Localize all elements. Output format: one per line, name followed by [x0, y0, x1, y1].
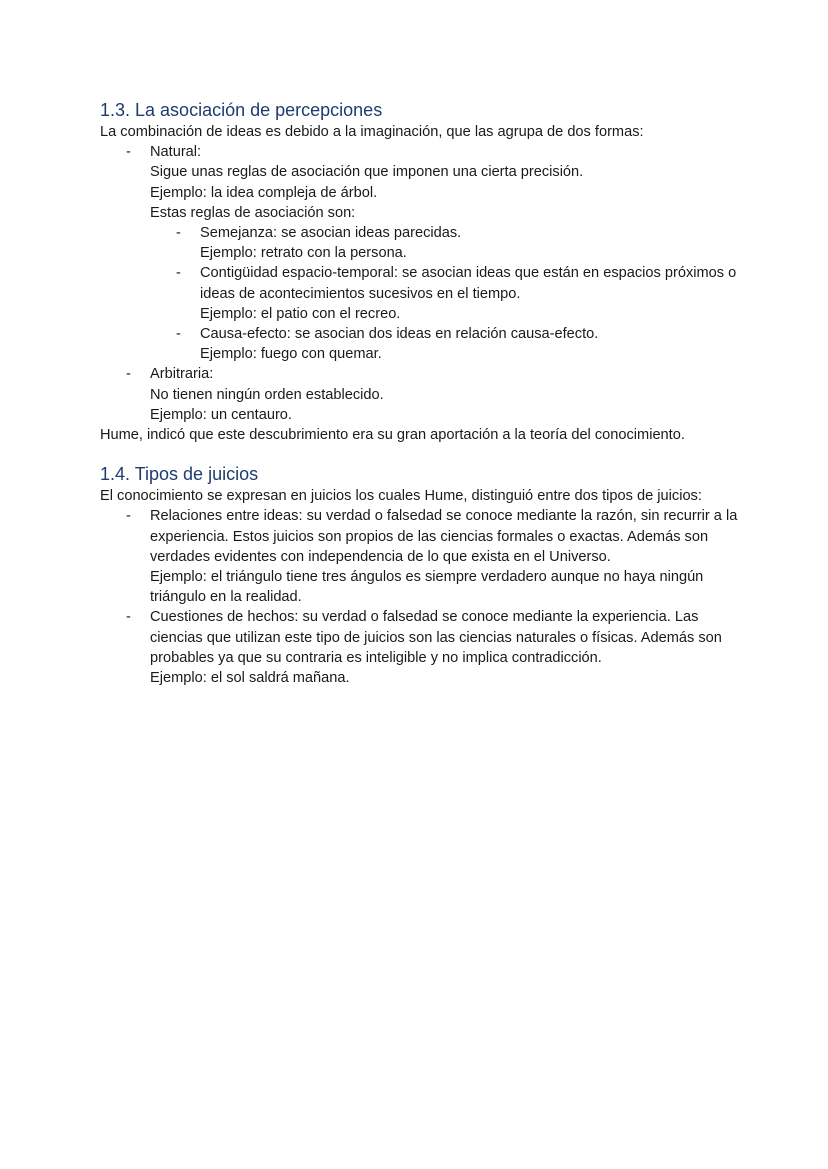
list-item-rule	[176, 263, 740, 324]
section-asociacion	[100, 98, 740, 445]
item-example: Ejemplo: el sol saldrá mañana.	[150, 670, 350, 687]
rule-text: Causa-efecto: se asocian dos ideas en relación causa-efecto.	[200, 326, 599, 343]
list-item-judgment	[126, 607, 740, 688]
list-item-rule	[176, 324, 740, 364]
list-item-arbitraria	[126, 364, 740, 425]
section-intro: La combinación de ideas es debido a la imaginación, que las agrupa de dos formas:	[100, 124, 644, 140]
item-text: Estas reglas de asociación son:	[150, 204, 356, 221]
rule-text: Semejanza: se asocian ideas parecidas.	[200, 225, 462, 242]
rule-text: Contigüidad espacio-temporal: se asocian ideas que están en espacios próximos o ideas de acontecimientos sucesivos en el tiempo.	[200, 265, 737, 302]
list-item-rule	[176, 223, 740, 263]
dash-bullet: -	[126, 366, 131, 383]
section-intro: El conocimiento se expresan en juicios los cuales Hume, distinguió entre dos tipos de juicios:	[100, 488, 702, 505]
item-example: Ejemplo: un centauro.	[150, 406, 292, 423]
item-example: Ejemplo: el triángulo tiene tres ángulos es siempre verdadero aunque no haya ningún triángulo en la realidad.	[150, 569, 704, 606]
item-example: Ejemplo: la idea compleja de árbol.	[150, 184, 378, 201]
judgment-types-list	[100, 506, 740, 688]
association-rules-list	[150, 223, 740, 364]
dash-bullet: -	[176, 326, 181, 343]
rule-example: Ejemplo: retrato con la persona.	[200, 245, 407, 262]
list-item-natural	[126, 142, 740, 364]
item-text: Sigue unas reglas de asociación que imponen una cierta precisión.	[150, 164, 584, 181]
section-closing: Hume, indicó que este descubrimiento era su gran aportación a la teoría del conocimiento.	[100, 427, 685, 444]
rule-example: Ejemplo: fuego con quemar.	[200, 346, 382, 363]
item-label: Natural:	[150, 144, 202, 161]
dash-bullet: -	[126, 609, 131, 626]
item-text: No tienen ningún orden establecido.	[150, 386, 384, 403]
association-types-list	[100, 142, 740, 425]
dash-bullet: -	[126, 144, 131, 161]
item-text: Relaciones entre ideas: su verdad o falsedad se conoce mediante la razón, sin recurrir a la experiencia. Estos juicios son propios de las ciencias formales o exactas. Además son verdades evidentes con independencia de lo que exista en el Universo.	[150, 508, 738, 565]
section-juicios	[100, 462, 740, 688]
list-item-judgment	[126, 506, 740, 607]
section-heading: 1.4. Tipos de juicios	[100, 464, 259, 485]
section-heading: 1.3. La asociación de percepciones	[100, 100, 383, 120]
rule-example: Ejemplo: el patio con el recreo.	[200, 305, 401, 322]
dash-bullet: -	[176, 225, 181, 242]
dash-bullet: -	[126, 508, 131, 525]
document-page	[100, 98, 740, 688]
item-text: Cuestiones de hechos: su verdad o falsedad se conoce mediante la experiencia. Las ciencias que utilizan este tipo de juicios son las ciencias naturales o físicas. Además son probables ya que su contraria es inteligible y no implica contradicción.	[150, 609, 722, 666]
item-label: Arbitraria:	[150, 366, 214, 383]
dash-bullet: -	[176, 265, 181, 282]
